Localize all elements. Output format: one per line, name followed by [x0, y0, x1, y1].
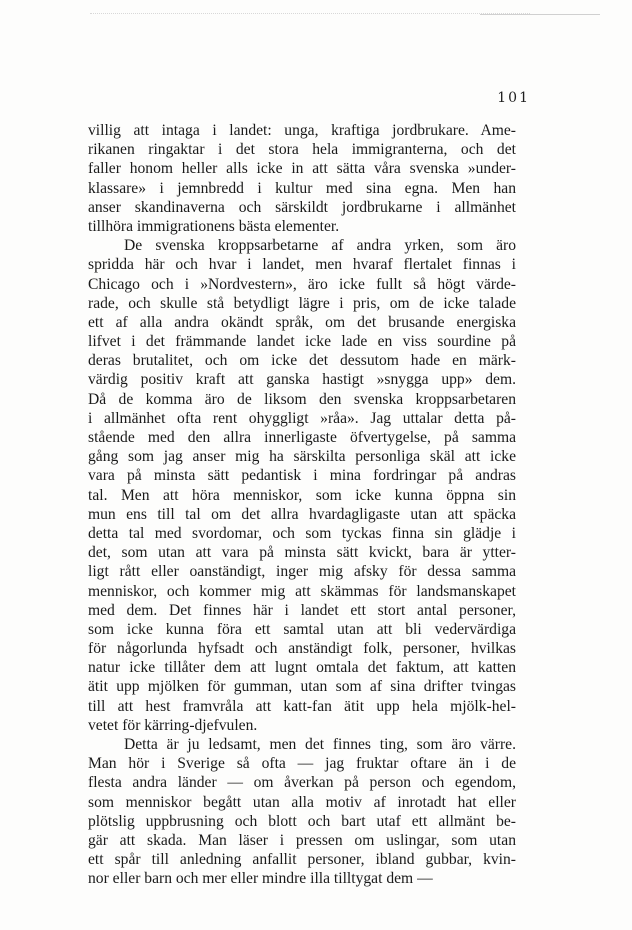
- body-text: [88, 121, 516, 889]
- text-line: deras brutalitet, och om icke det dessutom hade en märk-: [88, 352, 516, 370]
- text-line: faller honom heller alls icke in att sätta våra svenska »under-: [88, 160, 516, 178]
- text-line: ätit upp mjölken för gumman, utan som af sina drifter tvingas: [88, 678, 516, 696]
- text-line: gär att skada. Man läser i pressen om uslingar, som utan: [88, 831, 516, 849]
- text-line: klassare» i jemnbredd i kultur med sina egna. Men han: [88, 179, 516, 197]
- text-line: menniskor, och kommer mig att skämmas för landsmanskapet: [88, 582, 516, 600]
- text-line: ligt rått eller oanständigt, inger mig afsky för dessa samma: [88, 563, 516, 581]
- text-line: tillhöra immigrationens bästa elementer.: [88, 217, 340, 235]
- text-line: flesta andra länder — om åverkan på person och egendom,: [88, 774, 516, 792]
- text-line: plötslig uppbrusning och blott och bart utaf ett allmänt be-: [88, 812, 516, 830]
- text-line: mun ens till tal om det allra hvardagligaste utan att späcka: [88, 505, 516, 523]
- text-line: nor eller barn och mer eller mindre illa tilltygat dem —: [88, 870, 433, 888]
- text-line: rikanen ringaktar i det stora hela immigranterna, och det: [88, 141, 516, 159]
- text-line: gång som jag anser mig ha särskilta personliga skäl att icke: [88, 448, 516, 466]
- text-line: i allmänhet ofta rent ohyggligt »råa». Jag uttalar detta på-: [88, 409, 516, 427]
- page-number: 101: [497, 90, 530, 106]
- text-line: som menniskor begått utan alla motiv af inrotadt hat eller: [88, 793, 516, 811]
- text-line: stående med den allra innerligaste öfvertygelse, på samma: [88, 429, 516, 446]
- text-line: Detta är ju ledsamt, men det finnes ting, som äro värre.: [124, 736, 516, 753]
- text-line: Då de komma äro de liksom den svenska kroppsarbetaren: [88, 390, 516, 408]
- text-line: ett spår till anledning anfallit personer, ibland gubbar, kvin-: [88, 851, 516, 869]
- text-line: som icke kunna föra ett samtal utan att bli vedervärdiga: [88, 620, 516, 638]
- text-line: för någorlunda hyfsadt och anständigt folk, personer, hvilkas: [88, 640, 516, 658]
- text-line: detta tal med svordomar, och som tyckas finna sin glädje i: [88, 524, 516, 542]
- text-line: villig att intaga i landet: unga, kraftiga jordbrukare. Ame-: [88, 122, 516, 139]
- text-line: tal. Men att höra menniskor, som icke kunna öppna sin: [88, 486, 516, 504]
- scan-edge-mark: [90, 13, 530, 15]
- text-line: natur icke tillåter dem att lugnt omtala det faktum, att katten: [88, 659, 516, 677]
- text-line: vetet för kärring-djefvulen.: [88, 716, 258, 734]
- text-line: Man hör i Sverige så ofta — jag fruktar oftare än i de: [88, 755, 516, 773]
- text-line: med dem. Det finnes här i landet ett stort antal personer,: [88, 601, 516, 619]
- text-line: rade, och skulle stå betydligt lägre i pris, om de icke talade: [88, 294, 516, 312]
- text-line: värdig positiv kraft att ganska hastigt »snygga upp» dem.: [88, 371, 516, 389]
- text-line: det, som utan att vara på minsta sätt kvickt, bara är ytter-: [88, 544, 516, 562]
- text-line: anser skandinaverna och särskildt jordbrukarne i allmänhet: [88, 198, 516, 216]
- paragraph: [88, 236, 516, 735]
- scan-edge-rule: [480, 14, 600, 16]
- paragraph: [88, 735, 516, 889]
- paragraph: [88, 121, 516, 236]
- text-line: vara på minsta sätt pedantisk i mina fordringar på andras: [88, 467, 516, 485]
- text-line: lifvet i det främmande landet icke lade en viss sourdine på: [88, 333, 516, 351]
- text-line: ett af alla andra okändt språk, om det brusande energiska: [88, 313, 516, 331]
- text-line: De svenska kroppsarbetarne af andra yrken, som äro: [124, 237, 516, 255]
- text-line: till att hest framvråla att katt-fan ätit upp hela mjölk-hel-: [88, 697, 516, 715]
- text-line: Chicago och i »Nordvestern», äro icke fullt så högt värde-: [88, 275, 516, 293]
- text-line: spridda här och hvar i landet, men hvaraf flertalet finnas i: [88, 256, 516, 274]
